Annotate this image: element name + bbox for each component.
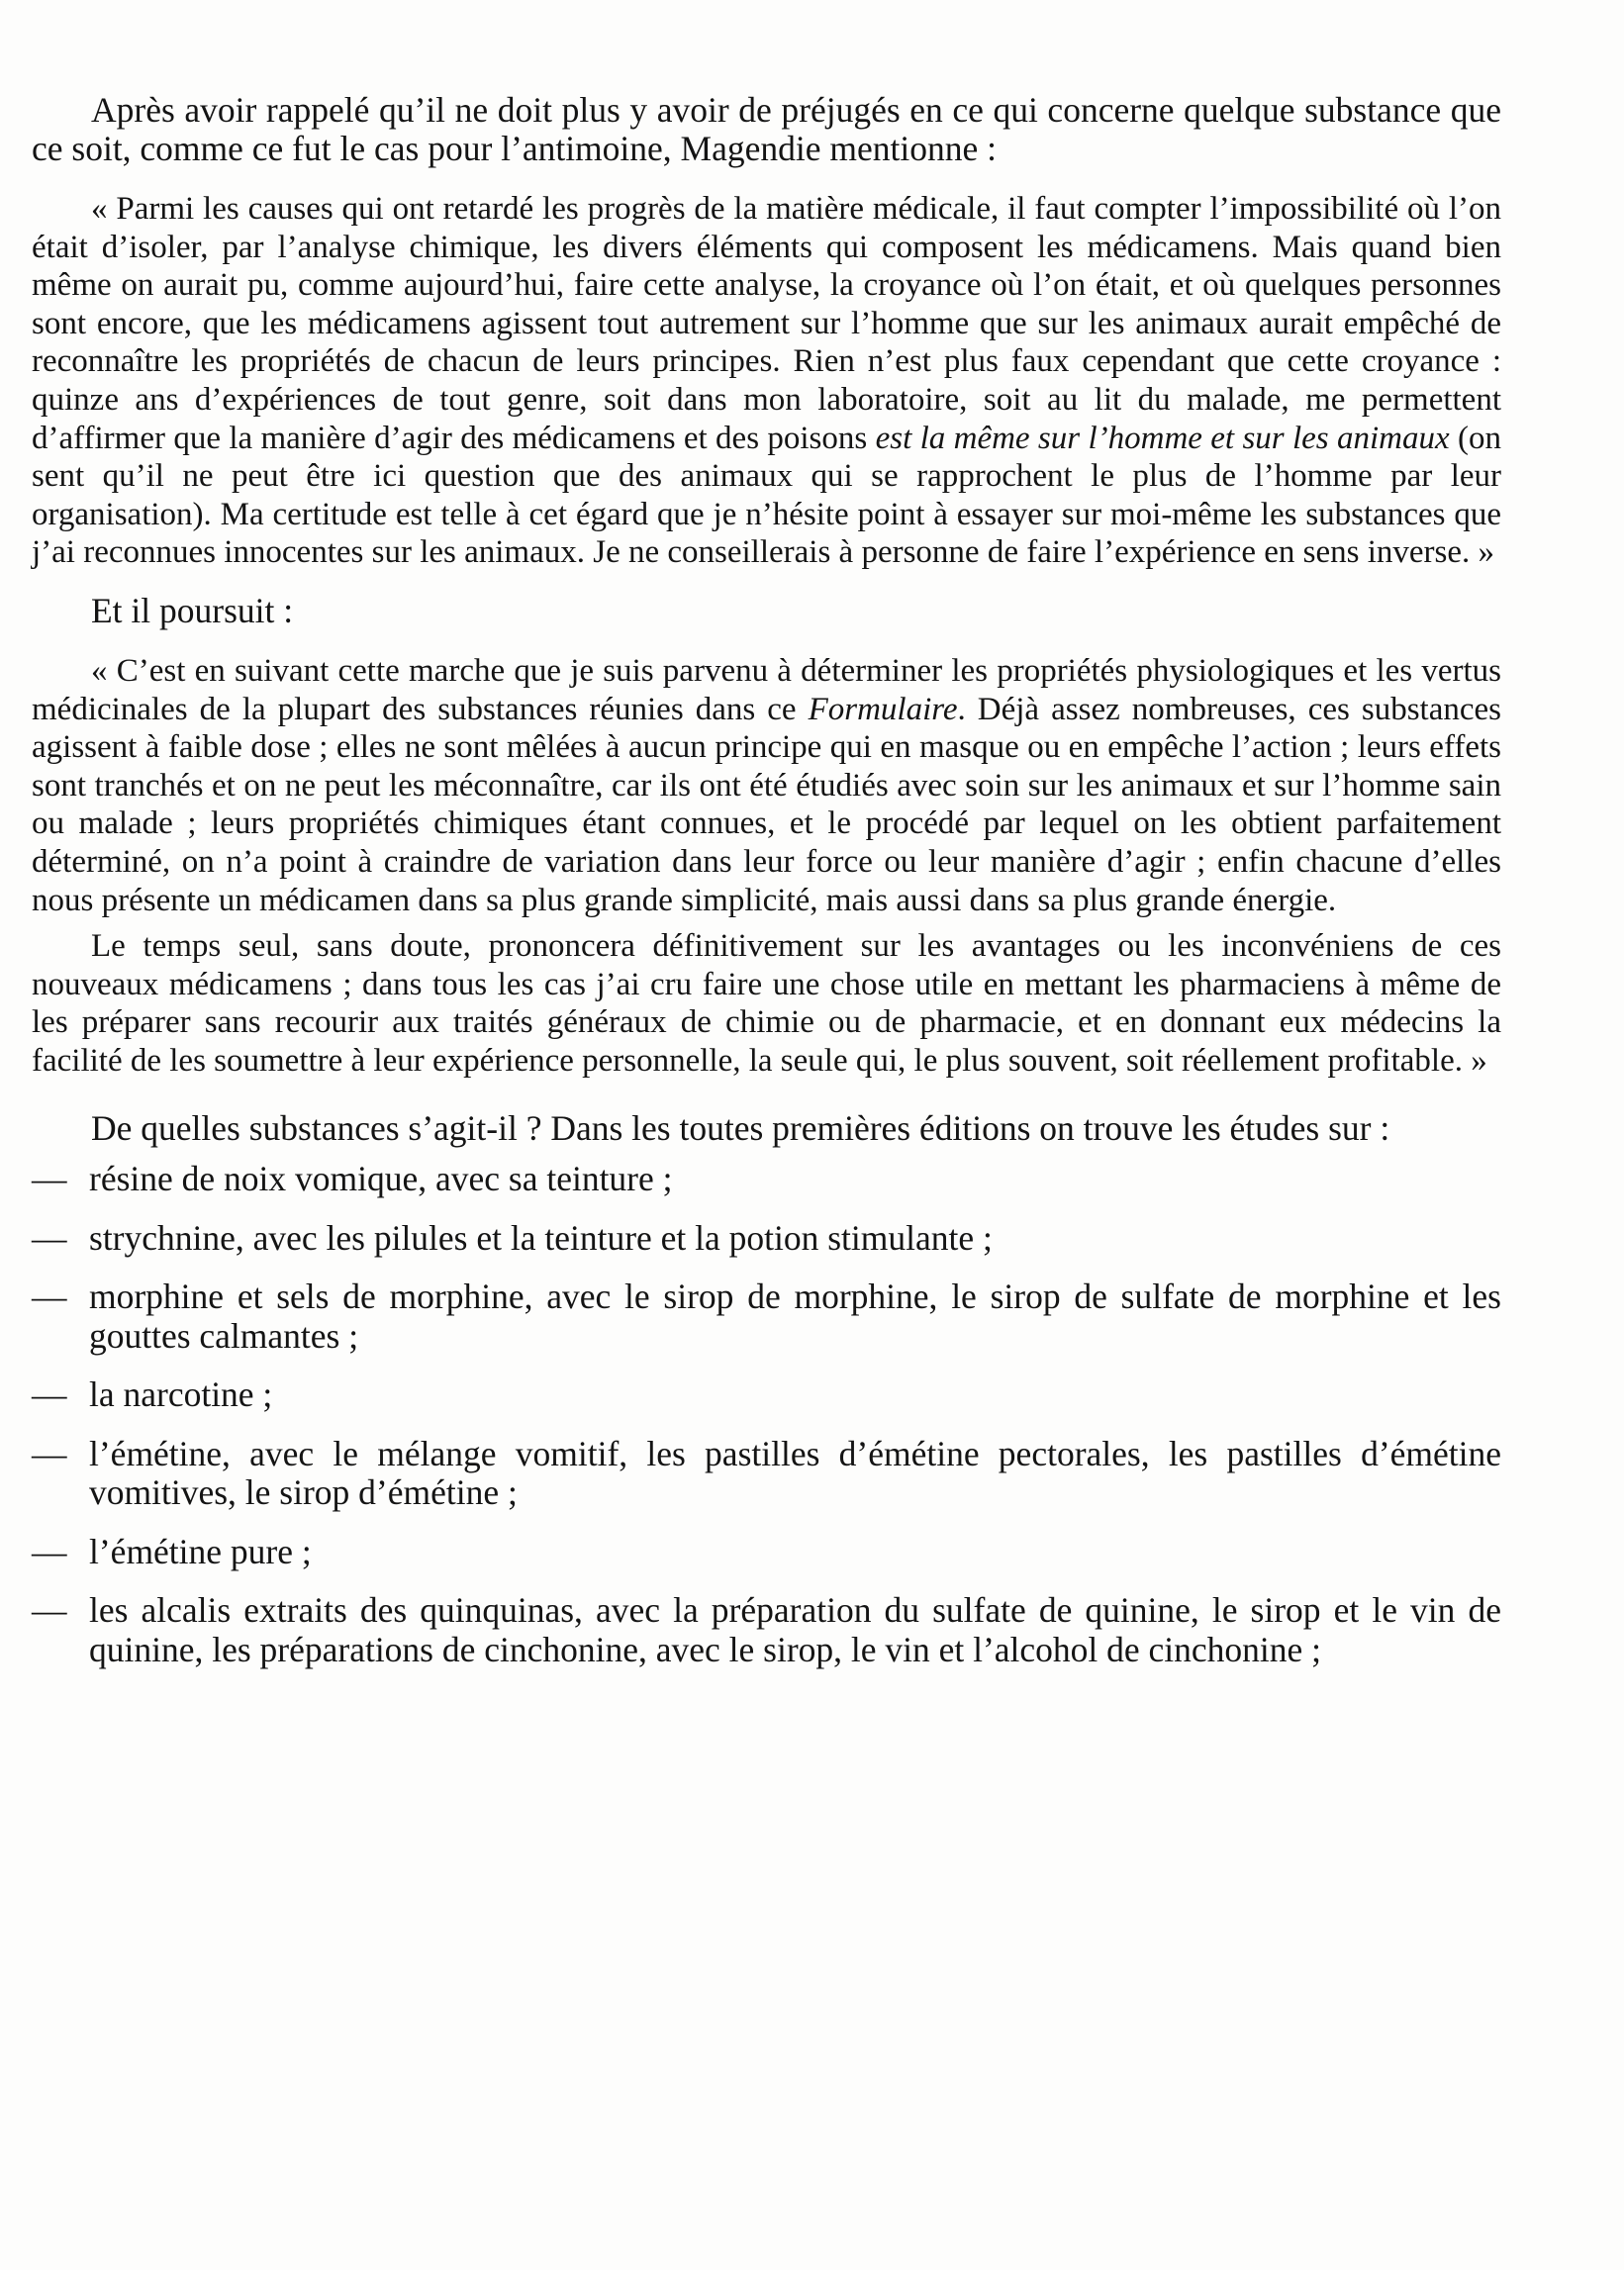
question-paragraph: De quelles substances s’agit-il ? Dans les toutes premières éditions on trouve les études sur : bbox=[91, 1108, 1390, 1149]
magendie-quote-paragraph-3: Le temps seul, sans doute, prononcera définitivement sur les avantages ou les inconvéniens de ces nouveaux médicamens ; dans tous les cas j’ai cru faire une chose utile en mettant les pharmaciens à même de les préparer sans recourir aux traités généraux de chimie ou de pharmacie, et en donnant eux médecins la facilité de les soumettre à leur expérience personnelle, la seule qui, le plus souvent, soit réellement profitable. » bbox=[32, 928, 1501, 1079]
list-item bbox=[32, 1533, 1501, 1572]
list-item bbox=[32, 1591, 1501, 1669]
list-item-text: la narcotine ; bbox=[89, 1374, 273, 1415]
substances-list bbox=[32, 1160, 1501, 1669]
list-item bbox=[32, 1277, 1501, 1356]
quote-emphasis: est la même sur l’homme et sur les animaux bbox=[875, 420, 1450, 456]
list-item bbox=[32, 1435, 1501, 1513]
dash-marker: — bbox=[32, 1159, 67, 1199]
list-item bbox=[32, 1219, 1501, 1259]
quote-text: (on sent qu’il ne peut être ici question que des animaux qui se rapprochent le plus de l’homme par leur organisation). Ma certitude est telle à cet égard que je n’hésite point à essayer sur moi-même les substances que j’ai reconnues innocentes sur les animaux. Je ne conseillerais à personne de faire l’expérience en sens inverse. » bbox=[32, 420, 1501, 571]
list-item-text: strychnine, avec les pilules et la teinture et la potion stimulante ; bbox=[89, 1217, 993, 1258]
dash-marker: — bbox=[32, 1217, 67, 1258]
text-column bbox=[32, 91, 1501, 1689]
quote-text: . Déjà assez nombreuses, ces substances agissent à faible dose ; elles ne sont mêlées à aucun principe qui en masque ou en empêche l’action ; leurs effets sont tranchés et on ne peut les méconnaître, car ils ont été étudiés avec soin sur les animaux et sur l’homme sain ou malade ; leurs propriétés chimiques étant connues, et le procédé par lequel on les obtient parfaitement déterminé, on n’a point à craindre de variation dans leur force ou leur manière d’agir ; enfin chacune d’elles nous présente un médicamen dans sa plus grande simplicité, mais aussi dans sa plus grande énergie. bbox=[32, 691, 1502, 918]
transition-paragraph: Et il poursuit : bbox=[91, 590, 294, 630]
list-item-text: les alcalis extraits des quinquinas, avec la préparation du sulfate de quinine, le sirop et le vin de quinine, les préparations de cinchonine, avec le sirop, le vin et l’alcohol de cinchonine ; bbox=[89, 1590, 1501, 1669]
intro-paragraph: Après avoir rappelé qu’il ne doit plus y avoir de préjugés en ce qui concerne quelque substance que ce soit, comme ce fut le cas pour l’antimoine, Magendie mentionne : bbox=[32, 90, 1501, 168]
dash-marker: — bbox=[32, 1374, 67, 1415]
list-item-text: l’émétine pure ; bbox=[89, 1531, 312, 1571]
list-item bbox=[32, 1375, 1501, 1415]
dash-marker: — bbox=[32, 1433, 67, 1473]
list-item-text: morphine et sels de morphine, avec le sirop de morphine, le sirop de sulfate de morphine et les gouttes calmantes ; bbox=[89, 1277, 1501, 1356]
list-item-text: résine de noix vomique, avec sa teinture ; bbox=[89, 1159, 673, 1199]
list-item bbox=[32, 1160, 1501, 1199]
magendie-quote-paragraph-2 bbox=[32, 652, 1501, 919]
quote-text: « Parmi les causes qui ont retardé les progrès de la matière médicale, il faut compter l’impossibilité où l’on était d’isoler, par l’analyse chimique, les divers éléments qui composent les médicamens. Mais quand bien même on aurait pu, comme aujourd’hui, faire cette analyse, la croyance où l’on était, et où quelques personnes sont encore, que les médicamens agissent tout autrement sur l’homme que sur les animaux aurait empêché de reconnaître les propriétés de chacun de leurs principes. Rien n’est plus faux cependant que cette croyance : quinze ans d’expériences de tout genre, soit dans mon laboratoire, soit au lit du malade, me permettent d’affirmer que la manière d’agir des médicamens et des poisons bbox=[32, 191, 1501, 456]
dash-marker: — bbox=[32, 1531, 67, 1571]
dash-marker: — bbox=[32, 1277, 67, 1317]
formulaire-title: Formulaire bbox=[808, 691, 958, 727]
dash-marker: — bbox=[32, 1590, 67, 1631]
magendie-quote-paragraph-1 bbox=[32, 190, 1501, 572]
list-item-text: l’émétine, avec le mélange vomitif, les pastilles d’émétine pectorales, les pastilles d’émétine vomitives, le sirop d’émétine ; bbox=[89, 1433, 1501, 1513]
quote-text: « C’est en suivant cette marche que je suis parvenu à déterminer les propriétés physiologiques et les vertus médicinales de la plupart des substances réunies dans ce bbox=[32, 652, 1501, 727]
